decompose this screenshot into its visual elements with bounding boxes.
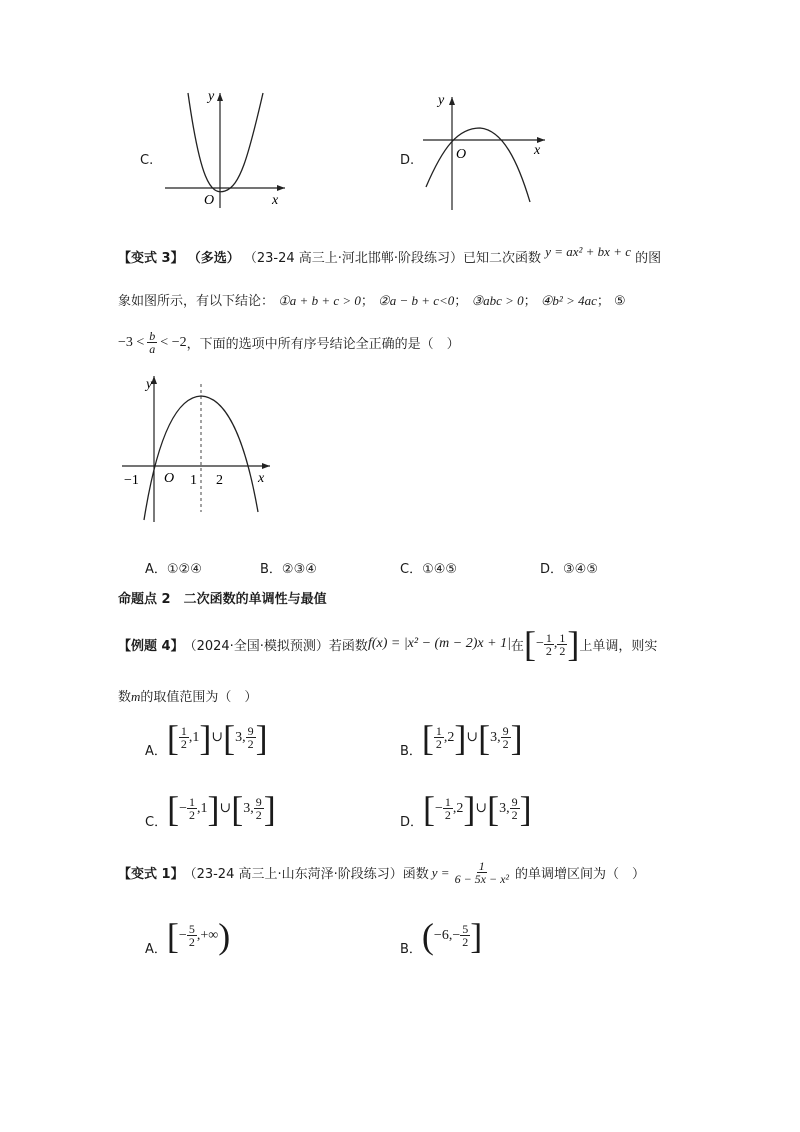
section-title: 命题点 2 二次函数的单调性与最值	[118, 592, 327, 607]
v1-question-text: 的单调增区间为（ ）	[515, 867, 646, 882]
y-axis-label: y	[438, 93, 445, 108]
q3-option-b[interactable]: B．②③④	[260, 562, 317, 577]
ex4-var-m: m	[131, 689, 141, 704]
q3-func: y = ax² + bx + c	[545, 244, 631, 259]
v1-frac-num: 1	[478, 859, 485, 873]
q3-multi: （多选）	[187, 251, 240, 266]
y-axis-label: y	[146, 377, 153, 392]
x-axis-label: x	[258, 471, 265, 486]
graph-c	[160, 88, 290, 213]
ex4-option-c[interactable]: C． [ − $\frac{1}{2}$ , 1 ] ∪ [ 3 , $\frac{9}{2}$ ]	[145, 788, 276, 830]
q3-option-d[interactable]: D．③④⑤	[540, 562, 598, 577]
q3-ineq-left: −3 <	[118, 334, 145, 350]
q3-option-a[interactable]: A．①②④	[145, 562, 202, 577]
tick-1: 1	[190, 473, 197, 488]
q3-conclusion-1: ①a + b + c > 0	[278, 293, 361, 308]
ex4-line1	[118, 626, 657, 662]
q3-fraction	[147, 330, 157, 355]
origin-label: O	[164, 471, 175, 486]
q3-option-c[interactable]: C．①④⑤	[400, 562, 458, 577]
ex4-option-d[interactable]: D． [ − $\frac{1}{2}$ , 2 ] ∪ [ 3 , $\frac{9}{2}$ ]	[400, 788, 532, 830]
ex4-func: f(x) = |x² − (m − 2)x + 1|	[367, 636, 511, 651]
q3-ineq-right: < −2	[160, 334, 187, 350]
ex4-line2-end: 的取值范围为（ ）	[140, 690, 258, 705]
q3-line2-prefix: 象如图所示，有以下结论：	[118, 294, 275, 309]
ex4-option-a[interactable]: A． [ $\frac{1}{2}$ , 1 ] ∪ [ 3 , $\frac{9}{2}$ ]	[145, 717, 268, 759]
x-axis-label: x	[534, 143, 541, 158]
x-axis-label: x	[272, 193, 279, 208]
graph-d	[418, 92, 553, 212]
q3-line3	[118, 330, 460, 355]
v1-fraction	[453, 860, 511, 885]
q3-graph	[118, 372, 278, 524]
v1-y-eq: y =	[431, 864, 450, 880]
tick-neg1: −1	[124, 473, 139, 488]
origin-label: O	[204, 193, 215, 208]
y-axis-label: y	[208, 89, 215, 104]
q3-question-text: ，下面的选项中所有序号结论全正确的是（ ）	[186, 337, 460, 352]
q3-frac-num: b	[149, 329, 156, 343]
ex4-option-b[interactable]: B． [ $\frac{1}{2}$ , 2 ] ∪ [ 3 , $\frac{9}{2}$ ]	[400, 717, 523, 759]
q3-conclusion-3: ③abc > 0	[471, 293, 524, 308]
ex4-line2-prefix: 数	[118, 690, 132, 705]
ex4-source: （2024·全国·模拟预测）若函数	[183, 638, 368, 654]
q3-tag: 【变式 3】	[118, 251, 184, 266]
v1-source: （23-24 高三上·山东菏泽·阶段练习）函数	[183, 867, 429, 882]
ex4-line2	[118, 686, 257, 705]
ex4-in: 在	[510, 638, 524, 654]
v1-frac-den: 6 − 5x − x²	[454, 872, 510, 886]
option-c-label: C.	[140, 153, 154, 168]
q3-source: （23-24 高三上·河北邯郸·阶段练习）已知二次函数	[243, 251, 542, 266]
q3-after-func: 的图	[635, 251, 662, 266]
ex4-interval: [ − $\frac{1}{2}$ , $\frac{1}{2}$ ]	[523, 624, 580, 664]
v1-tag: 【变式 1】	[118, 867, 184, 882]
origin-label: O	[456, 147, 467, 162]
ex4-tag: 【例题 4】	[118, 638, 184, 654]
v1-line1	[118, 860, 645, 885]
q3-frac-den: a	[149, 342, 156, 356]
q3-conclusion-5: ⑤	[614, 294, 626, 309]
option-d-label: D.	[400, 153, 415, 168]
v1-option-b[interactable]: B． ( −6, − $\frac{5}{2}$ ]	[400, 915, 483, 957]
q3-line1	[118, 244, 661, 266]
q3-conclusion-2: ②a − b + c<0	[378, 293, 455, 308]
q3-line2: 象如图所示，有以下结论： ①a + b + c > 0； ②a − b + c<0； ③abc > 0； ④b² > 4ac； ⑤	[118, 293, 626, 309]
ex4-after: 上单调，则实	[579, 638, 658, 654]
q3-conclusion-4: ④b² > 4ac	[540, 293, 597, 308]
tick-2: 2	[216, 473, 223, 488]
v1-option-a[interactable]: A． [ − $\frac{5}{2}$ , +∞ )	[145, 915, 231, 957]
